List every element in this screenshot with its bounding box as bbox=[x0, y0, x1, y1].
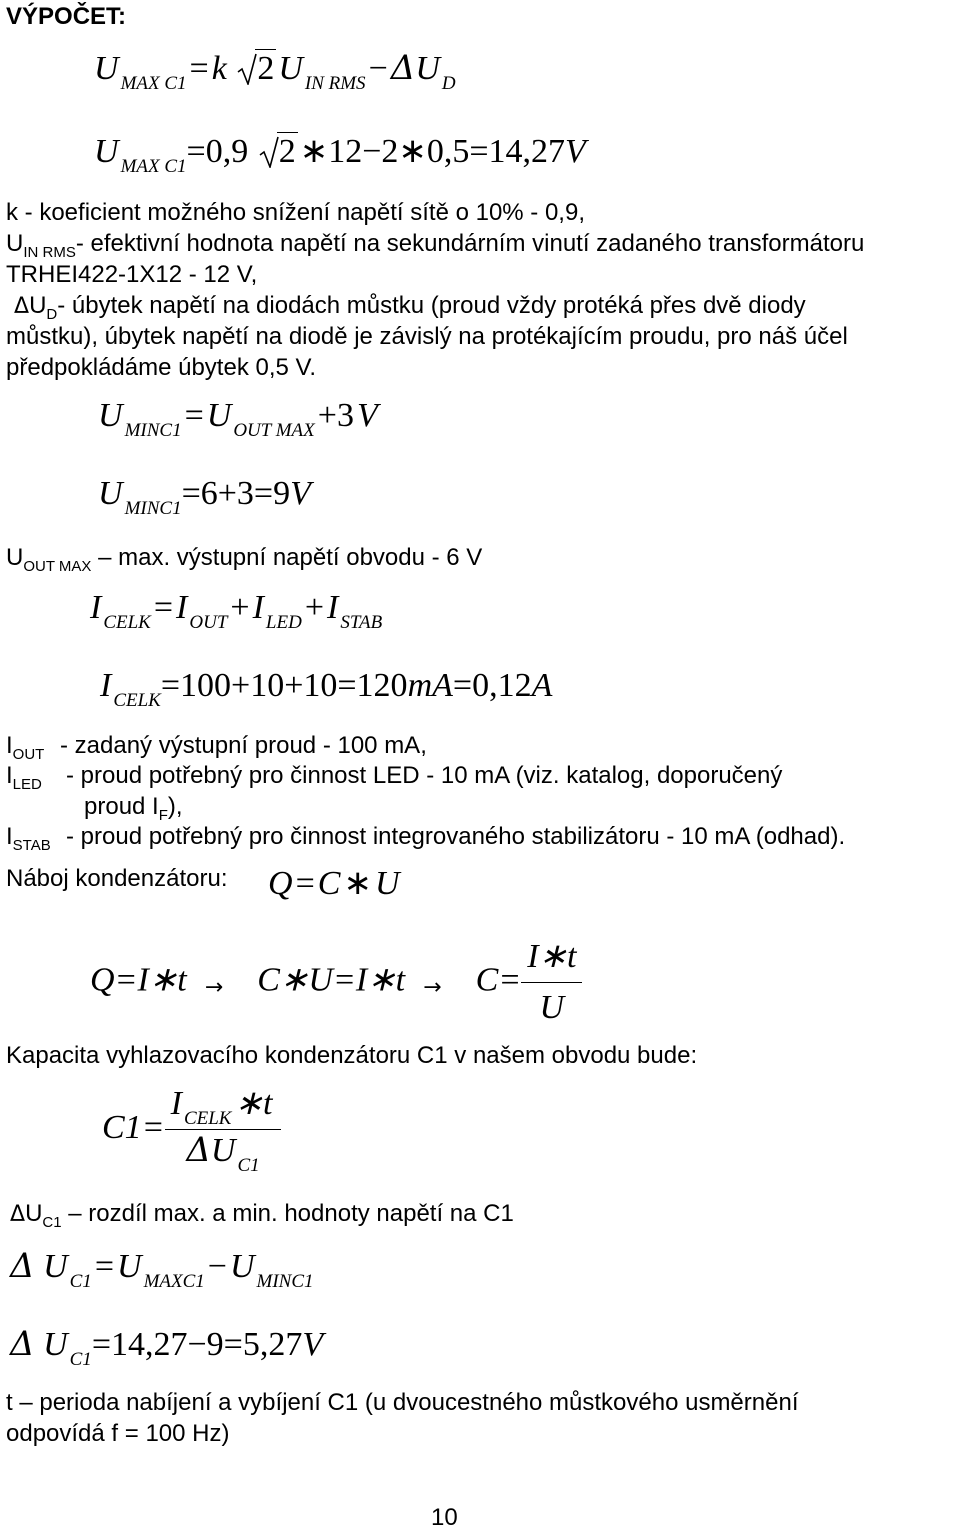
delta-icon: Δ bbox=[14, 294, 30, 319]
arrow-right-icon: → bbox=[423, 975, 442, 1001]
fraction: $\frac{I _{CELK}∗t}{\Delta U _{C1}}$ bbox=[165, 1084, 282, 1176]
equation-delta-u-formula: Δ U $_{C1}$=U $_{MAXC1}$−U $_{MINC1}$ bbox=[10, 1246, 314, 1292]
desc-line-3: TRHEI422-1X12 - 12 V, bbox=[6, 261, 258, 288]
sqrt-symbol: 2 bbox=[259, 132, 298, 172]
arrow-right-icon: → bbox=[204, 975, 224, 1001]
period-line-1: t – perioda nabíjení a vybíjení C1 (u dvoucestného můstkového usměrnění bbox=[6, 1389, 799, 1416]
uout-max-line: $U_{OUT MAX}$ – max. výstupní napětí obvodu - 6 V bbox=[6, 544, 483, 575]
iled-desc: $I_{LED}$ bbox=[6, 762, 42, 793]
iled-desc-text: - proud potřebný pro činnost LED - 10 mA (viz. katalog, doporučený bbox=[66, 762, 783, 789]
desc-line-2: $U_{IN RMS}-$ efektivní hodnota napětí na sekundárním vinutí zadaného transformátoru bbox=[6, 230, 865, 261]
symbol-k: k bbox=[211, 50, 227, 87]
symbol-u: U bbox=[94, 50, 119, 87]
equation-umin-value: U $_{MINC1}$=6+3=9V bbox=[98, 475, 311, 519]
equation-charge: Q=C∗U bbox=[268, 865, 400, 902]
subscript: MAX C1 bbox=[120, 73, 187, 94]
desc-line-4: $\Delta U_D-$ úbytek napětí na diodách můstku (proud vždy protéká přes dvě diody bbox=[14, 292, 806, 323]
equation-umax-value: U $_{MAX C1}$=0,9 2 ∗12−2∗0,5=14,27V bbox=[94, 133, 586, 177]
equation-umax-formula: U $_{MAX C1}$=k 2 U $_{IN RMS}$−ΔU $_D$ bbox=[94, 48, 456, 94]
fraction: $\frac{I∗t}{U}$ bbox=[521, 932, 582, 1033]
delta-u-line: $\Delta U_{C1}$ – rozdíl max. a min. hodnoty napětí na C1 bbox=[10, 1200, 514, 1231]
period-line-2: odpovídá f = 100 Hz) bbox=[6, 1420, 230, 1447]
istab-desc-text: - proud potřebný pro činnost integrovaného stabilizátoru - 10 mA (odhad). bbox=[66, 823, 846, 850]
equation-c1-formula: C1= $\frac{I _{CELK}∗t}{\Delta U _{C1}}$ bbox=[102, 1084, 281, 1176]
istab-desc: $I_{STAB}$ bbox=[6, 823, 51, 854]
charge-label: Náboj kondenzátoru: bbox=[6, 865, 228, 892]
capacity-text: Kapacita vyhlazovacího kondenzátoru C1 v našem obvodu bude: bbox=[6, 1042, 698, 1069]
iled-desc-cont: proud $I_F$), bbox=[84, 793, 183, 824]
desc-line-1: k - koeficient možného snížení napětí sítě o 10% - 0,9, bbox=[6, 199, 585, 226]
desc-line-5: můstku), úbytek napětí na diodě je závislý na protékajícím proudu, pro náš účel bbox=[6, 323, 848, 350]
heading: VÝPOČET: bbox=[6, 3, 127, 30]
desc-line-6: předpokládáme úbytek 0,5 V. bbox=[6, 354, 316, 381]
equation-umin-formula: U $_{MINC1}$=U $_{OUT MAX}$+3V bbox=[98, 397, 378, 441]
equation-icelk-value: I $_{CELK}$=100+10+10=120mA=0,12A bbox=[100, 667, 553, 711]
sqrt-symbol: 2 bbox=[237, 49, 276, 89]
page-number: 10 bbox=[431, 1504, 458, 1531]
iout-desc-text: - zadaný výstupní proud - 100 mA, bbox=[60, 732, 427, 759]
delta-icon: Δ bbox=[10, 1202, 26, 1227]
iout-desc: $I_{OUT}$ bbox=[6, 732, 45, 763]
equation-derivation: Q=I∗t → C∗U=I∗t → C= $\frac{I∗t}{U}$ bbox=[90, 932, 582, 1033]
equation-icelk-formula: I $_{CELK}$=I $_{OUT}$+I $_{LED}$+I $_{STAB}$ bbox=[90, 589, 383, 633]
equation-delta-u-value: Δ U $_{C1}$=14,27−9=5,27V bbox=[10, 1324, 324, 1370]
